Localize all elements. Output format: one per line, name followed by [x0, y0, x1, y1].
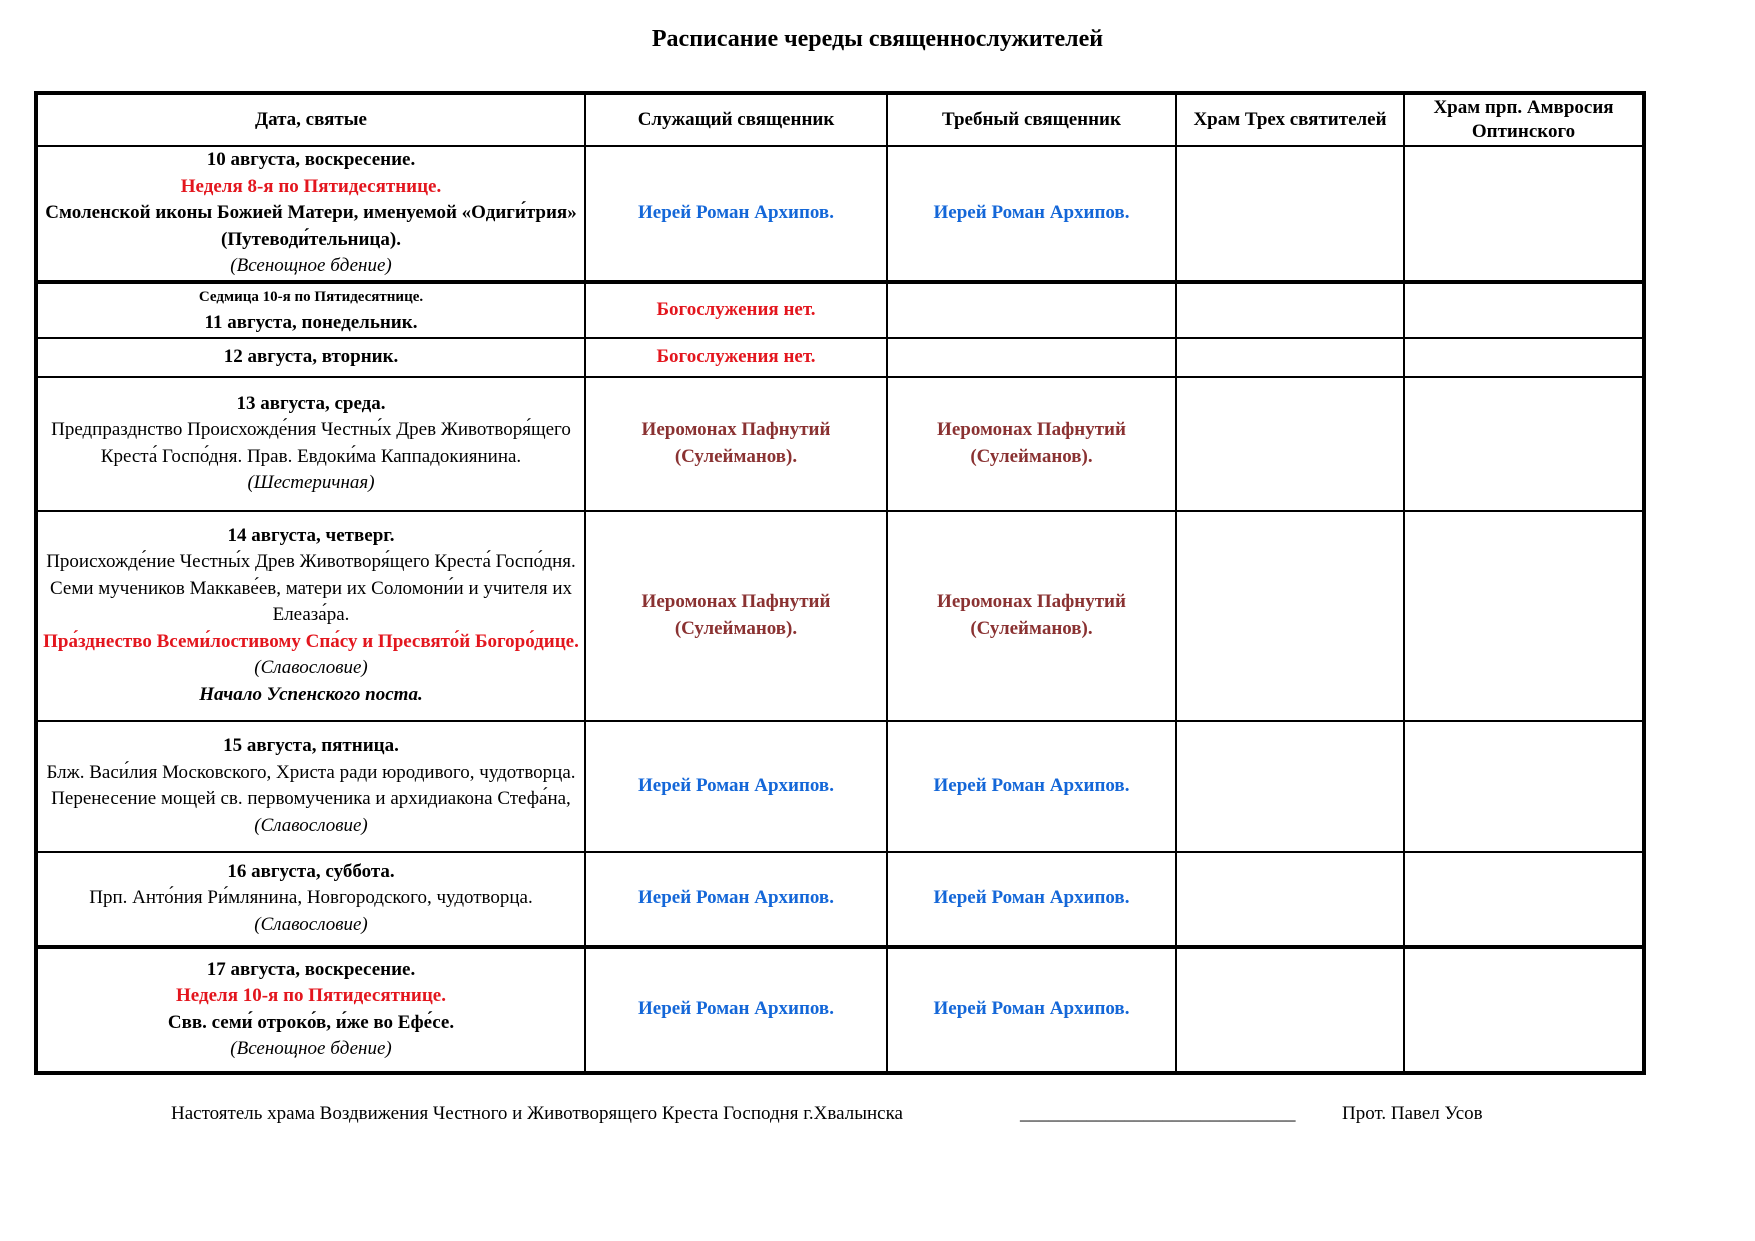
three-hierarchs-cell: [1176, 146, 1404, 282]
serving-priest-cell: Иеромонах Пафнутий (Сулейманов).: [585, 377, 887, 511]
date-saints-line: (Славословие): [254, 913, 368, 935]
date-saints-cell: [36, 947, 585, 1073]
schedule-row: [36, 852, 1644, 947]
header-ambrose-church: Храм прп. Амвросия Оптинского: [1404, 93, 1644, 146]
serving-priest-cell: Богослужения нет.: [585, 282, 887, 338]
serving-priest-cell: Иерей Роман Архипов.: [585, 852, 887, 947]
schedule-row: [36, 377, 1644, 511]
ambrose-cell: [1404, 146, 1644, 282]
date-saints-line: (Всенощное бдение): [230, 1038, 392, 1059]
date-saints-line: Предпразднство Происхожде́ния Честны́х Древ Животворя́щего Креста́ Госпо́дня. Прав. Евдоки́ма Каппадокиянина.: [51, 419, 571, 467]
header-row: [36, 93, 1644, 146]
treby-priest-cell: Иерей Роман Архипов.: [887, 852, 1176, 947]
rector-name: Прот. Павел Усов: [1342, 1103, 1483, 1124]
serving-priest-cell: Богослужения нет.: [585, 338, 887, 377]
date-saints-line: Происхожде́ние Честны́х Древ Животворя́щего Креста́ Госпо́дня. Семи мучеников Маккаве́ев, матери их Соломони́и и учителя их Елеаза́ра.: [46, 551, 576, 626]
ambrose-cell: [1404, 282, 1644, 338]
date-saints-line: (Шестеричная): [247, 472, 375, 493]
date-saints-line: 14 августа, четверг.: [227, 524, 395, 546]
date-saints-line: Неделя 10-я по Пятидесятнице.: [176, 985, 446, 1006]
ambrose-cell: [1404, 338, 1644, 377]
schedule-row: [36, 511, 1644, 721]
three-hierarchs-cell: [1176, 721, 1404, 852]
treby-priest-cell: [887, 338, 1176, 377]
three-hierarchs-cell: [1176, 511, 1404, 721]
date-saints-line: 16 августа, суббота.: [227, 860, 395, 882]
date-saints-cell: [36, 338, 585, 377]
date-saints-line: 12 августа, вторник.: [223, 345, 399, 367]
ambrose-cell: [1404, 511, 1644, 721]
date-saints-line: Прп. Анто́ния Ри́млянина, Новгородского, чудотворца.: [89, 887, 533, 909]
date-saints-line: Неделя 8-я по Пятидесятнице.: [180, 175, 442, 197]
date-saints-line: 15 августа, пятница.: [223, 735, 399, 756]
date-saints-line: 17 августа, воскресение.: [206, 958, 416, 980]
treby-priest-cell: Иеромонах Пафнутий (Сулейманов).: [887, 377, 1176, 511]
schedule-row: [36, 947, 1644, 1073]
three-hierarchs-cell: [1176, 852, 1404, 947]
three-hierarchs-cell: [1176, 338, 1404, 377]
treby-priest-cell: Иерей Роман Архипов.: [887, 146, 1176, 282]
treby-priest-cell: Иерей Роман Архипов.: [887, 947, 1176, 1073]
date-saints-line: 13 августа, среда.: [236, 392, 386, 414]
date-saints-line: Начало Успенского поста.: [199, 683, 423, 705]
date-saints-cell: [36, 852, 585, 947]
ambrose-cell: [1404, 377, 1644, 511]
date-saints-line: 11 августа, понедельник.: [204, 312, 418, 333]
date-saints-cell: [36, 146, 585, 282]
header-serving-priest: Служащий священник: [585, 93, 887, 146]
header-three-hierarchs-church: Храм Трех святителей: [1176, 93, 1404, 146]
date-saints-line: Пра́зднество Всеми́лостивому Спа́су и Пресвято́й Богоро́дице.: [43, 630, 579, 652]
date-saints-cell: [36, 721, 585, 852]
serving-priest-cell: Иеромонах Пафнутий (Сулейманов).: [585, 511, 887, 721]
ambrose-cell: [1404, 721, 1644, 852]
date-saints-cell: [36, 282, 585, 338]
treby-priest-cell: Иерей Роман Архипов.: [887, 721, 1176, 852]
date-saints-line: Смоленской иконы Божией Матери, именуемой «Одиги́трия» (Путеводи́тельница).: [45, 202, 577, 250]
date-saints-line: Свв. семи́ отроко́в, и́же во Ефе́се.: [167, 1011, 455, 1033]
three-hierarchs-cell: [1176, 947, 1404, 1073]
signature-line: _____________________________: [1020, 1103, 1296, 1124]
schedule-row: [36, 146, 1644, 282]
date-saints-cell: [36, 377, 585, 511]
date-saints-line: Блж. Васи́лия Московского, Христа ради юродивого, чудотворца. Перенесение мощей св. первомученика и архидиакона Стефа́на,: [46, 761, 576, 809]
date-saints-line: (Славословие): [254, 657, 368, 679]
ambrose-cell: [1404, 947, 1644, 1073]
serving-priest-cell: Иерей Роман Архипов.: [585, 947, 887, 1073]
ambrose-cell: [1404, 852, 1644, 947]
three-hierarchs-cell: [1176, 282, 1404, 338]
header-date-saints: Дата, святые: [36, 93, 585, 146]
schedule-row: [36, 721, 1644, 852]
schedule-row: [36, 338, 1644, 377]
serving-priest-cell: Иерей Роман Архипов.: [585, 721, 887, 852]
three-hierarchs-cell: [1176, 377, 1404, 511]
date-saints-line: (Славословие): [254, 814, 368, 836]
date-saints-line: 10 августа, воскресение.: [206, 149, 416, 170]
schedule-table: [34, 91, 1646, 1075]
date-saints-cell: [36, 511, 585, 721]
date-saints-line: Седмица 10-я по Пятидесятнице.: [198, 288, 424, 305]
schedule-row: [36, 282, 1644, 338]
header-treby-priest: Требный священник: [887, 93, 1176, 146]
treby-priest-cell: [887, 282, 1176, 338]
treby-priest-cell: Иеромонах Пафнутий (Сулейманов).: [887, 511, 1176, 721]
serving-priest-cell: Иерей Роман Архипов.: [585, 146, 887, 282]
page-title: Расписание череды священнослужителей: [651, 26, 1104, 52]
rector-title: Настоятель храма Воздвижения Честного и Животворящего Креста Господня г.Хвалынска: [171, 1103, 903, 1124]
date-saints-line: (Всенощное бдение): [230, 255, 392, 276]
